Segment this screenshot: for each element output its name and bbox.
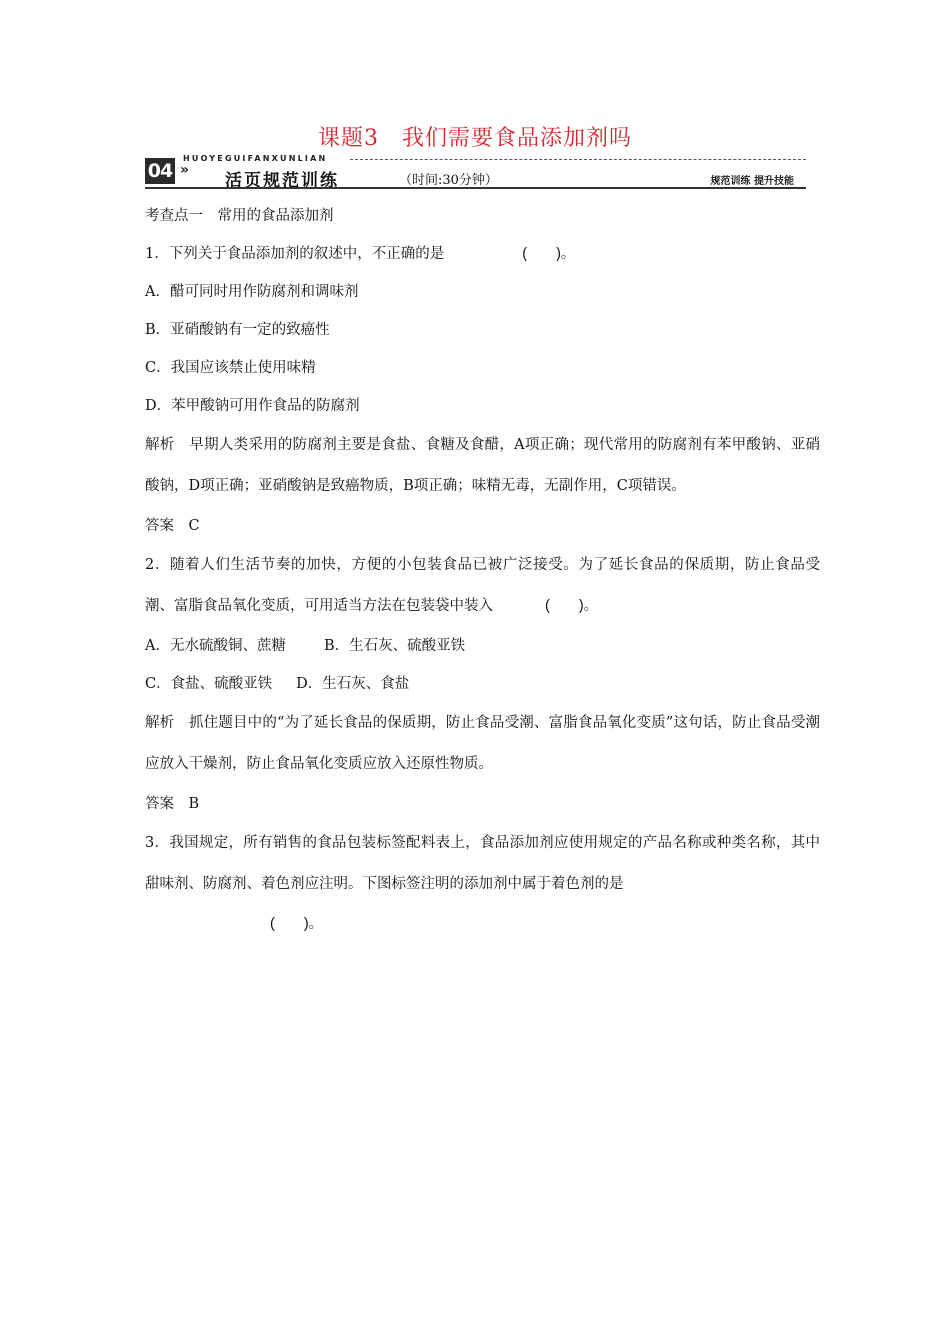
question-1-text: 1．下列关于食品添加剂的叙述中，不正确的是 [145, 246, 445, 262]
question-1-stem [145, 235, 820, 273]
question-1-option-d: D．苯甲酸钠可用作食品的防腐剂 [145, 398, 360, 414]
banner-pinyin: HUOYEGUIFANXUNLIAN [183, 154, 328, 163]
question-2-analysis: 解析 抓住题目中的“为了延长食品的保质期，防止食品受潮、富脂食品氧化变质”这句话，防止食品受潮应放入干燥剂，防止食品氧化变质应放入还原性物质。 [145, 715, 820, 772]
question-1-option-b: B．亚硝酸钠有一定的致癌性 [145, 322, 330, 338]
banner-time-limit: （时间:30分钟） [399, 173, 498, 188]
question-1-analysis: 解析 早期人类采用的防腐剂主要是食盐、食糖及食醋，A项正确；现代常用的防腐剂有苯甲酸钠、亚硝酸钠，D项正确；亚硝酸钠是致癌物质，B项正确；味精无毒，无副作用，C项错误。 [145, 437, 820, 494]
banner-rule [145, 187, 806, 189]
section-banner [145, 156, 806, 190]
question-2-option-b: B．生石灰、硫酸亚铁 [323, 638, 466, 654]
question-2-text: 2．随着人们生活节奏的加快，方便的小包装食品已被广泛接受。为了延长食品的保质期，防止食品受潮、富脂食品氧化变质，可用适当方法在包装袋中装入 [145, 557, 820, 614]
question-3-answer-bracket: ( )。 [270, 916, 324, 932]
question-2-option-a: A．无水硫酸铜、蔗糖 [145, 638, 286, 654]
banner-dashed-divider [350, 159, 806, 160]
question-3-stem: 3．我国规定，所有销售的食品包装标签配料表上，食品添加剂应使用规定的产品名称或种类名称，其中甜味剂、防腐剂、着色剂应注明。下图标签注明的添加剂中属于着色剂的是 [145, 835, 820, 892]
question-2-answer-bracket: ( )。 [545, 598, 599, 614]
question-1-answer: 答案 C [145, 518, 200, 534]
banner-number-badge: 04 [145, 158, 175, 184]
question-2-answer: 答案 B [145, 796, 200, 812]
question-2-option-c: C．食盐、硫酸亚铁 [145, 676, 273, 692]
worksheet-body [145, 197, 820, 943]
question-1-answer-bracket: ( )。 [522, 246, 576, 262]
question-3-bracket-line [145, 905, 820, 943]
question-1-option-c: C．我国应该禁止使用味精 [145, 360, 316, 376]
banner-heading: 活页规范训练 [225, 171, 339, 191]
chevron-icon: » [180, 162, 190, 178]
question-2-stem [145, 545, 820, 627]
question-2-option-d: D．生石灰、食盐 [296, 676, 410, 692]
question-1-option-a: A．醋可同时用作防腐剂和调味剂 [145, 284, 359, 300]
page-title: 课题3 我们需要食品添加剂吗 [318, 126, 632, 151]
question-2-options-row-1 [145, 627, 820, 665]
section-heading: 考查点一 常用的食品添加剂 [145, 208, 334, 224]
question-2-options-row-2 [145, 665, 820, 703]
banner-tagline: 规范训练 提升技能 [710, 176, 794, 187]
